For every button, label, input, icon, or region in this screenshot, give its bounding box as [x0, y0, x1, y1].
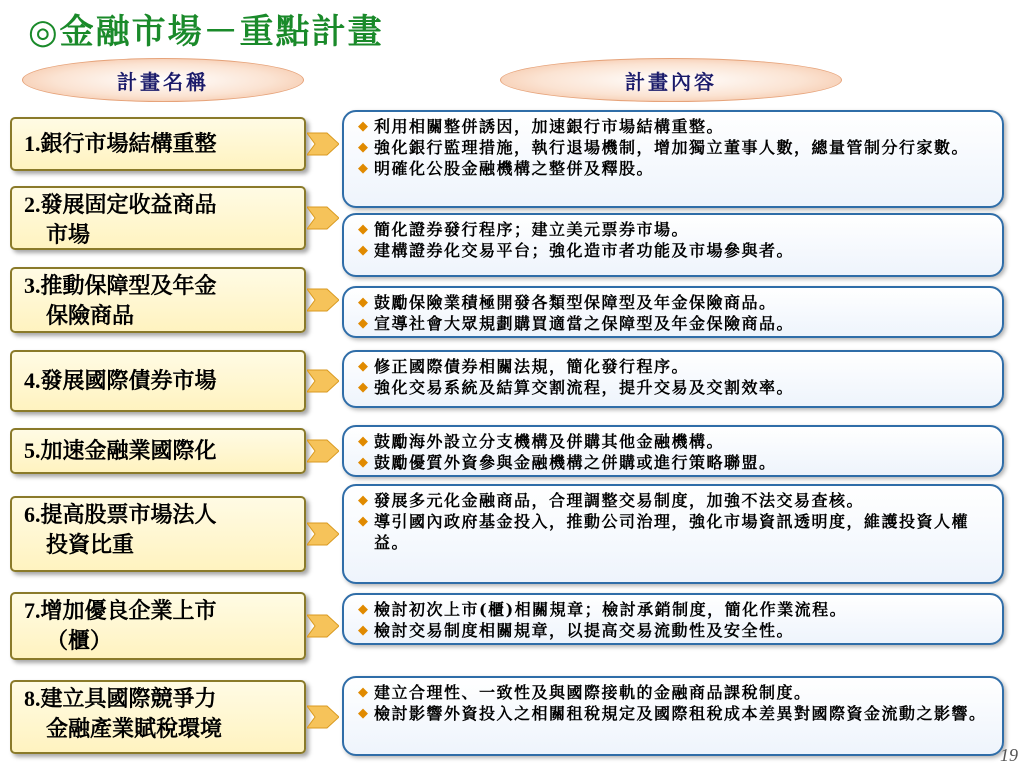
connector-arrow-icon: [307, 702, 339, 732]
diamond-bullet-icon: ◆: [358, 295, 370, 310]
plan-content-text: 強化銀行監理措施，執行退場機制，增加獨立董事人數，總量管制分行家數。: [374, 138, 970, 157]
page-title: ◎金融市場－重點計畫: [28, 12, 384, 52]
plan-content-text: 檢討初次上市(櫃)相關規章；檢討承銷制度，簡化作業流程。: [374, 600, 848, 619]
connector-arrow-icon: [307, 203, 339, 233]
plan-content-text: 簡化證券發行程序；建立美元票券市場。: [374, 220, 690, 239]
plan-name-line1: [24, 502, 217, 528]
plan-content-item: [358, 116, 988, 137]
plan-content-item: [358, 682, 988, 703]
connector-arrow-icon: [307, 285, 339, 315]
plan-content-text: 強化交易系統及結算交割流程，提升交易及交割效率。: [374, 378, 795, 397]
plan-name-box: [10, 496, 306, 572]
diamond-bullet-icon: ◆: [358, 623, 370, 638]
plan-name-text: 提高股票市場法人: [40, 502, 217, 528]
plan-content-item: [358, 137, 988, 158]
plan-name-box: [10, 267, 306, 333]
connector-arrow-icon: [307, 436, 339, 466]
plan-name-box: [10, 117, 306, 171]
diamond-bullet-icon: ◆: [358, 316, 370, 331]
plan-content-text: 修正國際債券相關法規，簡化發行程序。: [374, 357, 690, 376]
plan-content-text: 檢討交易制度相關規章，以提高交易流動性及安全性。: [374, 621, 795, 640]
plan-content-text: 導引國內政府基金投入，推動公司治理，強化市場資訊透明度，維護投資人權益。: [374, 512, 970, 552]
plan-content-item: [358, 240, 988, 261]
plan-name-box: [10, 186, 306, 250]
plan-name-text: 增加優良企業上市: [40, 598, 217, 624]
plan-name-text: 推動保障型及年金: [40, 273, 217, 299]
plan-name-line1: [24, 273, 217, 299]
plan-content-text: 建構證券化交易平台；強化造市者功能及市場參與者。: [374, 241, 795, 260]
plan-name-line2: 投資比重: [46, 532, 135, 558]
plan-content-item: [358, 511, 988, 553]
plan-name-line2: 市場: [46, 222, 91, 248]
plan-name-box: [10, 350, 306, 412]
diamond-bullet-icon: ◆: [358, 514, 370, 529]
plan-name-line1: [24, 368, 217, 394]
header-plan-content-label: 計畫內容: [625, 69, 717, 94]
plan-content-box: [342, 425, 1004, 477]
plan-content-box: [342, 676, 1004, 756]
plan-content-text: 發展多元化金融商品，合理調整交易制度，加強不法交易查核。: [374, 491, 865, 510]
plan-name-text: 加速金融業國際化: [40, 438, 217, 464]
connector-arrow-icon: [307, 129, 339, 159]
diamond-bullet-icon: ◆: [358, 161, 370, 176]
connector-arrow-icon: [307, 366, 339, 396]
plan-content-box: [342, 110, 1004, 208]
plan-content-text: 明確化公股金融機構之整併及釋股。: [374, 159, 655, 178]
plan-name-box: [10, 592, 306, 660]
plan-content-item: [358, 703, 988, 724]
plan-content-box: [342, 593, 1004, 645]
diamond-bullet-icon: ◆: [358, 380, 370, 395]
plan-number: 2.: [24, 192, 41, 217]
page-number: 19: [1000, 745, 1018, 765]
diamond-bullet-icon: ◆: [358, 222, 370, 237]
plan-name-line1: [24, 192, 217, 218]
connector-arrow-icon: [307, 611, 339, 641]
plan-content-text: 鼓勵優質外資參與金融機構之併購或進行策略聯盟。: [374, 453, 777, 472]
diamond-bullet-icon: ◆: [358, 602, 370, 617]
diamond-bullet-icon: ◆: [358, 706, 370, 721]
plan-name-line1: [24, 438, 217, 464]
header-plan-name: [22, 58, 304, 102]
plan-content-item: [358, 490, 988, 511]
plan-name-line1: [24, 598, 217, 624]
plan-content-text: 鼓勵保險業積極開發各類型保障型及年金保險商品。: [374, 293, 777, 312]
plan-content-text: 檢討影響外資投入之相關租稅規定及國際租稅成本差異對國際資金流動之影響。: [374, 704, 987, 723]
plan-content-item: [358, 431, 988, 452]
diamond-bullet-icon: ◆: [358, 685, 370, 700]
plan-name-box: [10, 680, 306, 754]
plan-number: 7.: [24, 598, 41, 623]
plan-number: 4.: [24, 368, 41, 393]
plan-content-item: [358, 452, 988, 473]
plan-number: 1.: [24, 131, 41, 156]
plan-content-text: 利用相關整併誘因，加速銀行市場結構重整。: [374, 117, 725, 136]
plan-content-item: [358, 158, 988, 179]
plan-name-line2: （櫃）: [46, 628, 113, 654]
header-plan-name-label: 計畫名稱: [117, 69, 209, 94]
plan-content-item: [358, 356, 988, 377]
plan-name-text: 銀行市場結構重整: [40, 131, 217, 157]
plan-content-item: [358, 292, 988, 313]
plan-content-text: 鼓勵海外設立分支機構及併購其他金融機構。: [374, 432, 725, 451]
plan-content-box: [342, 350, 1004, 408]
plan-content-item: [358, 599, 988, 620]
plan-content-box: [342, 286, 1004, 338]
diamond-bullet-icon: ◆: [358, 243, 370, 258]
connector-arrow-icon: [307, 519, 339, 549]
plan-name-line2: 保險商品: [46, 303, 135, 329]
plan-content-item: [358, 313, 988, 334]
plan-content-box: [342, 484, 1004, 584]
header-plan-content: [500, 58, 842, 102]
plan-content-item: [358, 377, 988, 398]
plan-name-line1: [24, 686, 217, 712]
plan-content-item: [358, 219, 988, 240]
plan-content-text: 宣導社會大眾規劃購買適當之保障型及年金保險商品。: [374, 314, 795, 333]
plan-name-text: 發展固定收益商品: [40, 192, 217, 218]
plan-content-box: [342, 213, 1004, 277]
diamond-bullet-icon: ◆: [358, 434, 370, 449]
diamond-bullet-icon: ◆: [358, 140, 370, 155]
plan-name-text: 發展國際債券市場: [40, 368, 217, 394]
plan-content-item: [358, 620, 988, 641]
diamond-bullet-icon: ◆: [358, 119, 370, 134]
plan-name-line2: 金融產業賦稅環境: [46, 716, 223, 742]
diamond-bullet-icon: ◆: [358, 493, 370, 508]
plan-name-text: 建立具國際競爭力: [40, 686, 217, 712]
plan-content-text: 建立合理性、一致性及與國際接軌的金融商品課稅制度。: [374, 683, 812, 702]
diamond-bullet-icon: ◆: [358, 455, 370, 470]
plan-number: 6.: [24, 502, 41, 527]
plan-number: 5.: [24, 438, 41, 463]
plan-name-box: [10, 428, 306, 474]
plan-number: 8.: [24, 686, 41, 711]
plan-number: 3.: [24, 273, 41, 298]
plan-name-line1: [24, 131, 217, 157]
diamond-bullet-icon: ◆: [358, 359, 370, 374]
